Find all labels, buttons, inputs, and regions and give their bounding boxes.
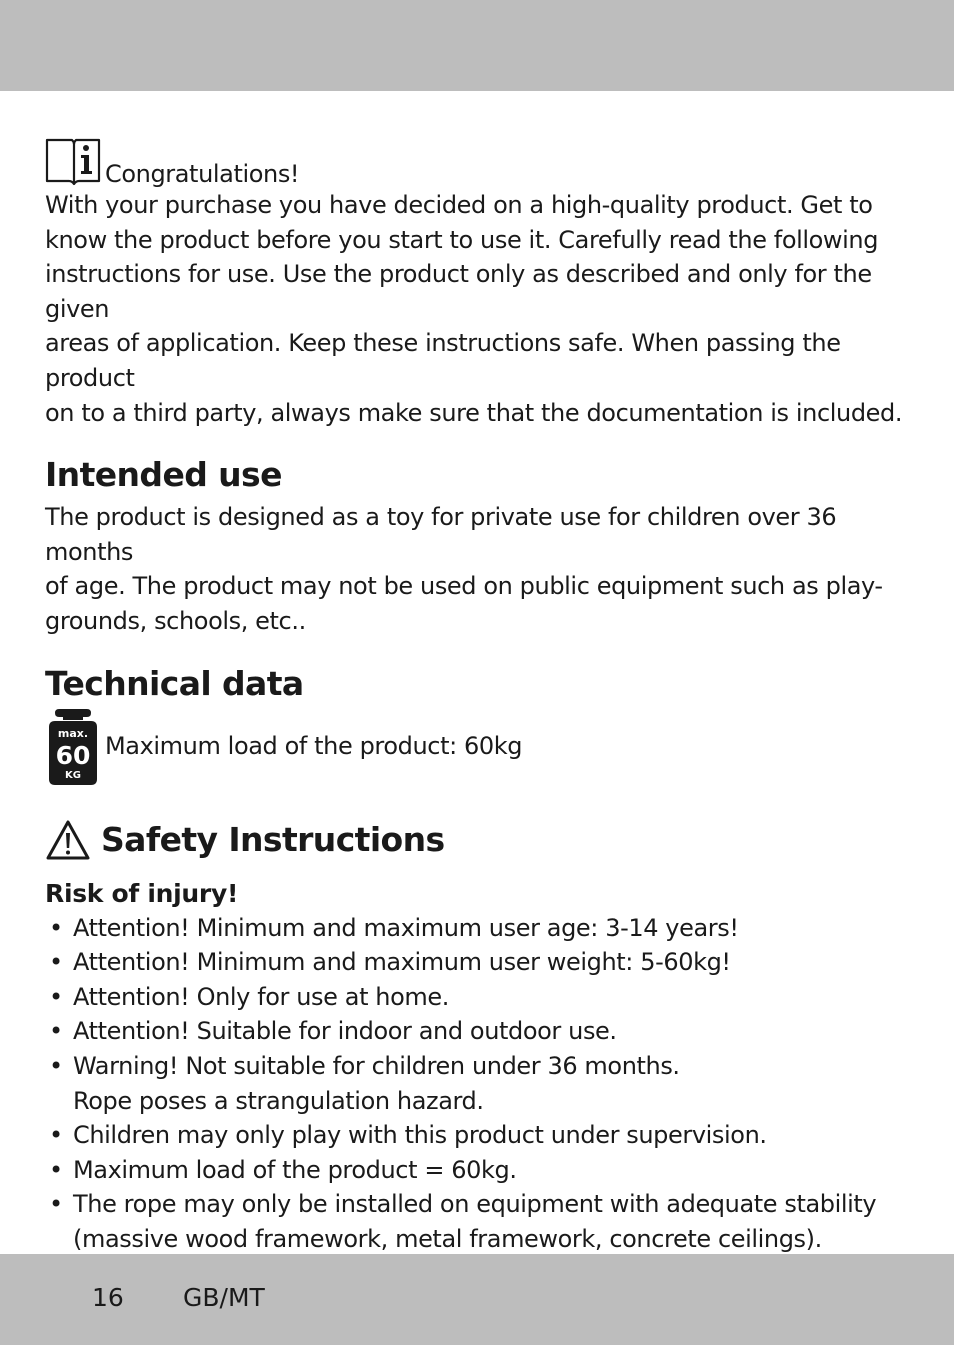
risk-of-injury-heading: Risk of injury!: [45, 878, 239, 908]
max-load-weight-icon: [45, 707, 101, 787]
list-item: [45, 911, 905, 946]
list-item: [45, 1187, 905, 1256]
bullet-text: Attention! Suitable for indoor and outdoor use.: [73, 1017, 617, 1046]
header-band: [0, 0, 954, 91]
max-load-row: [45, 707, 905, 787]
bullet-text: Children may only play with this product under supervision.: [73, 1121, 767, 1150]
intended-line: of age. The product may not be used on public equipment such as play-: [45, 572, 883, 601]
bullet-text: Maximum load of the product = 60kg.: [73, 1155, 517, 1184]
weight-icon-unit: KG: [65, 769, 81, 781]
page-content: [45, 134, 905, 1256]
max-load-text: Maximum load of the product: 60kg: [105, 732, 523, 761]
list-item: [45, 1153, 905, 1188]
intro-line: areas of application. Keep these instructions safe. When passing the product: [45, 329, 841, 392]
intro-line: know the product before you start to use it. Carefully read the following: [45, 225, 879, 254]
bullet-text: Rope poses a strangulation hazard.: [73, 1086, 484, 1115]
list-item: [45, 945, 905, 980]
bullet-text: Attention! Minimum and maximum user age: 3-14 years!: [73, 913, 739, 942]
bullet-dot: •: [49, 948, 63, 977]
list-item: [45, 1014, 905, 1049]
intended-line: grounds, schools, etc..: [45, 606, 306, 635]
bullet-text: Attention! Only for use at home.: [73, 982, 449, 1011]
list-item: [45, 1118, 905, 1153]
technical-data-heading: Technical data: [45, 663, 304, 703]
page-number: 16: [92, 1283, 124, 1312]
language-code: GB/MT: [183, 1283, 265, 1312]
list-item: [45, 1049, 905, 1118]
intended-use-heading: Intended use: [45, 455, 282, 495]
bullet-text: (massive wood framework, metal framework, concrete ceilings).: [73, 1224, 822, 1253]
congrats-row: [45, 134, 905, 186]
intended-use-paragraph: [45, 500, 905, 638]
intro-paragraph: [45, 188, 905, 430]
intended-line: The product is designed as a toy for private use for children over 36 months: [45, 503, 837, 566]
bullet-dot: •: [49, 1121, 63, 1150]
safety-bullet-list: [45, 911, 905, 1257]
list-item: [45, 980, 905, 1015]
intro-line: on to a third party, always make sure that the documentation is included.: [45, 398, 903, 427]
safety-instructions-heading: Safety Instructions: [101, 820, 445, 860]
info-book-icon: [45, 136, 101, 186]
bullet-text: Attention! Minimum and maximum user weight: 5-60kg!: [73, 948, 731, 977]
bullet-dot: •: [49, 1051, 63, 1080]
bullet-dot: •: [49, 1155, 63, 1184]
intro-line: With your purchase you have decided on a high-quality product. Get to: [45, 191, 873, 219]
bullet-text: Warning! Not suitable for children under 36 months.: [73, 1051, 680, 1080]
bullet-dot: •: [49, 1017, 63, 1046]
bullet-dot: •: [49, 1190, 63, 1219]
safety-heading-row: [45, 817, 905, 863]
congrats-title: Congratulations!: [105, 160, 300, 188]
bullet-text: The rope may only be installed on equipment with adequate stability: [73, 1190, 877, 1219]
weight-icon-number: 60: [55, 740, 91, 770]
bullet-dot: •: [49, 982, 63, 1011]
weight-icon-max-text: max.: [57, 726, 89, 740]
footer-band: [0, 1254, 954, 1345]
intro-line: instructions for use. Use the product only as described and only for the given: [45, 260, 872, 323]
warning-triangle-icon: [45, 819, 91, 861]
bullet-dot: •: [49, 913, 63, 942]
